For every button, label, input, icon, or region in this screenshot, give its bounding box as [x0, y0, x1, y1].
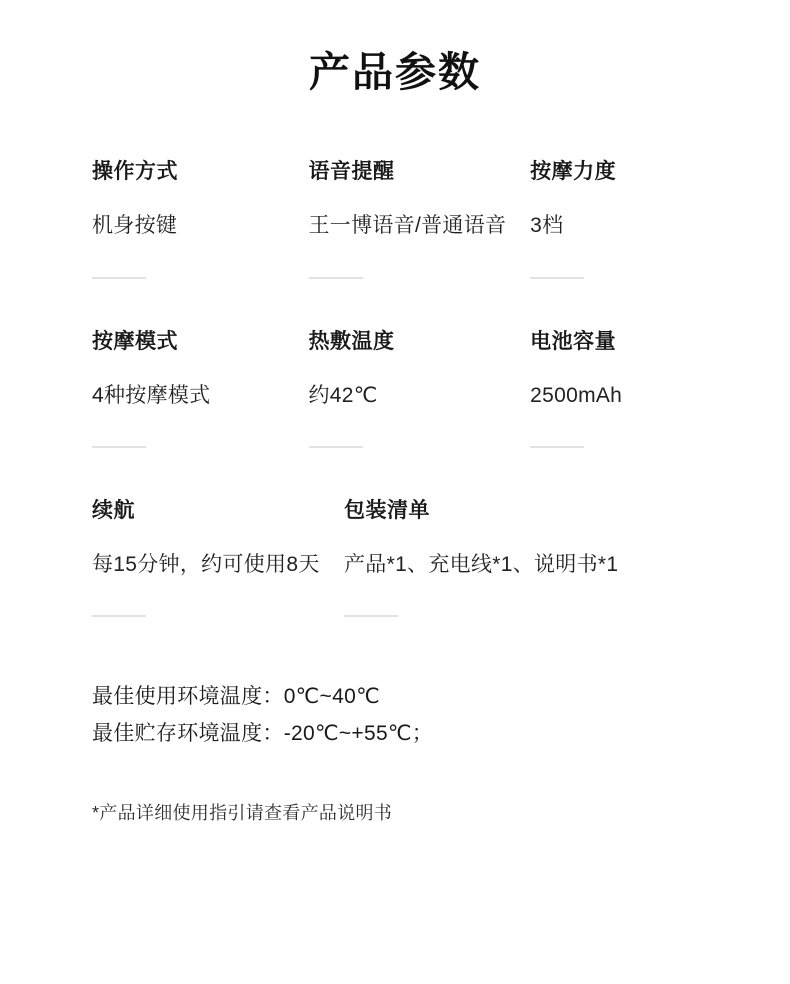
spec-cell-packing-list	[344, 498, 619, 617]
spec-label: 操作方式	[92, 160, 178, 184]
spec-cell-battery-life	[92, 498, 344, 617]
spec-cell-voice-reminder	[309, 159, 531, 278]
spec-row-2	[92, 329, 702, 448]
spec-cell-heat-temperature	[309, 329, 531, 448]
row-spacer	[92, 279, 702, 329]
spec-divider	[92, 446, 146, 448]
spec-value: 约42℃	[308, 383, 378, 407]
footnote: *产品详细使用指引请查看产品说明书	[92, 802, 393, 823]
spec-cell-massage-mode	[92, 329, 309, 448]
spec-label: 续航	[92, 498, 135, 522]
operating-temperature-line: 最佳使用环境温度：0℃~40℃	[92, 685, 380, 709]
spec-label: 电池容量	[530, 329, 617, 353]
spec-divider	[92, 277, 146, 279]
environment-info	[0, 679, 790, 753]
spec-label: 按摩力度	[530, 160, 617, 184]
spec-divider	[309, 277, 363, 279]
spec-label: 语音提醒	[308, 160, 395, 184]
spec-value: 2500mAh	[530, 383, 623, 407]
spec-value: 产品*1、充电线*1、说明书*1	[344, 553, 619, 577]
spec-cell-massage-intensity	[530, 159, 702, 278]
page-title: 产品参数	[309, 49, 481, 95]
spec-value: 4种按摩模式	[92, 383, 211, 407]
spec-value: 机身按键	[92, 214, 178, 238]
spec-value: 每15分钟，约可使用8天	[92, 553, 320, 577]
row-spacer	[92, 448, 702, 498]
spec-divider	[344, 615, 398, 617]
spec-divider	[530, 446, 584, 448]
spec-label: 热敷温度	[308, 329, 395, 353]
spec-divider	[309, 446, 363, 448]
spec-label: 按摩模式	[92, 329, 178, 353]
spec-divider	[92, 615, 146, 617]
spec-cell-operation-mode	[92, 159, 309, 278]
spec-value: 王一博语音/普通语音	[308, 214, 507, 238]
storage-temperature-line: 最佳贮存环境温度：-20℃~+55℃；	[92, 722, 434, 746]
spec-label: 包装清单	[344, 498, 430, 522]
spec-row-3	[92, 498, 702, 617]
spec-row-1	[92, 159, 702, 278]
spec-cell-battery-capacity	[530, 329, 702, 448]
spec-table	[0, 159, 790, 617]
spec-value: 3档	[530, 214, 564, 238]
spec-divider	[530, 277, 584, 279]
